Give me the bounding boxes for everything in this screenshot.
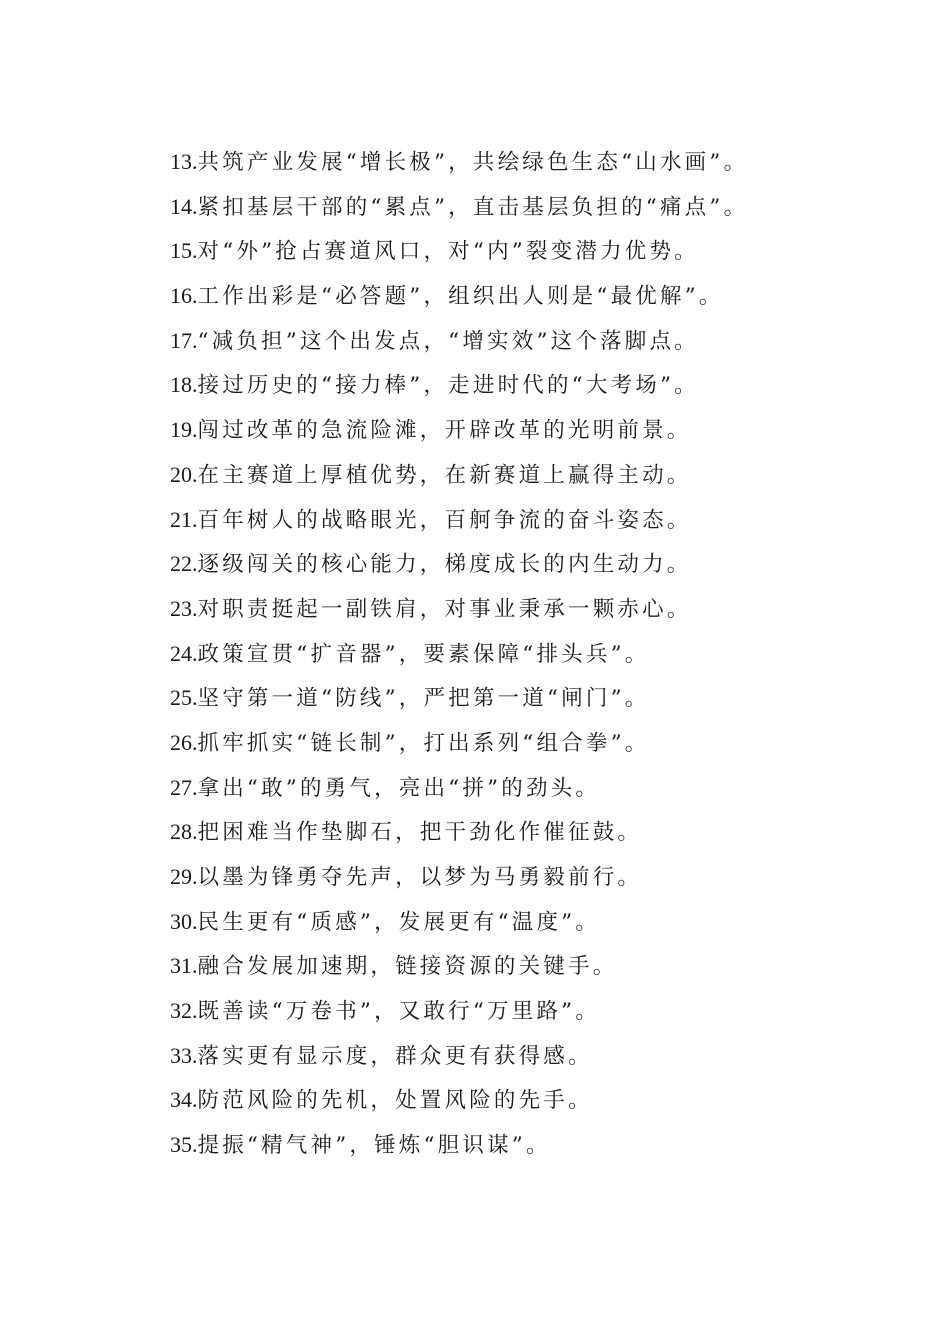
item-number: 27. — [170, 774, 198, 800]
list-item — [170, 587, 830, 632]
item-text: 共筑产业发展“增长极”，共绘绿色生态“山水画”。 — [197, 150, 749, 175]
item-text: 提振“精气神”，锤炼“胆识谋”。 — [197, 1133, 551, 1159]
item-number: 32. — [170, 998, 198, 1024]
list-item — [170, 632, 830, 677]
item-text: 坚守第一道“防线”，严把第一道“闸门”。 — [197, 686, 650, 712]
item-text: 闯过改革的急流险滩，开辟改革的光明前景。 — [197, 418, 692, 444]
item-text: 百年树人的战略眼光，百舸争流的奋斗姿态。 — [197, 507, 692, 533]
item-number: 25. — [170, 685, 198, 711]
item-text: “减负担”这个出发点，“增实效”这个落脚点。 — [197, 328, 699, 354]
list-item — [170, 363, 830, 408]
list-item — [170, 989, 830, 1034]
item-text: 对职责挺起一副铁肩，对事业秉承一颗赤心。 — [197, 596, 692, 622]
item-number: 19. — [170, 417, 198, 443]
list-item — [170, 408, 830, 453]
list-item — [170, 1078, 830, 1123]
item-text: 抓牢抓实“链长制”，打出系列“组合拳”。 — [197, 730, 650, 756]
item-text: 在主赛道上厚植优势，在新赛道上赢得主动。 — [197, 462, 692, 488]
item-text: 逐级闯关的核心能力，梯度成长的内生动力。 — [197, 552, 692, 578]
item-text: 紧扣基层干部的“累点”，直击基层负担的“痛点”。 — [197, 194, 749, 220]
item-text: 落实更有显示度，群众更有获得感。 — [197, 1043, 593, 1069]
item-number: 16. — [170, 283, 198, 309]
list-item — [170, 721, 830, 766]
item-number: 22. — [170, 551, 198, 577]
list-item — [170, 542, 830, 587]
list-item — [170, 319, 830, 364]
list-item — [170, 229, 830, 274]
list-item — [170, 1034, 830, 1079]
list-item — [170, 766, 830, 811]
item-number: 21. — [170, 506, 198, 532]
list-item — [170, 944, 830, 989]
item-number: 24. — [170, 640, 198, 666]
list-item — [170, 900, 830, 945]
numbered-list — [170, 140, 830, 1168]
item-text: 以墨为锋勇夺先声，以梦为马勇毅前行。 — [197, 865, 643, 890]
item-text: 工作出彩是“必答题”，组织出人则是“最优解”。 — [197, 284, 724, 310]
item-number: 15. — [170, 238, 198, 264]
list-item — [170, 185, 830, 230]
item-number: 28. — [170, 819, 198, 845]
item-number: 29. — [170, 864, 198, 889]
item-number: 26. — [170, 729, 198, 755]
list-item — [170, 274, 830, 319]
list-item — [170, 810, 830, 855]
list-item — [170, 676, 830, 721]
list-item — [170, 140, 830, 185]
item-number: 30. — [170, 908, 198, 934]
list-item — [170, 498, 830, 543]
item-text: 既善读“万卷书”，又敢行“万里路”。 — [197, 999, 601, 1025]
item-number: 34. — [170, 1087, 198, 1113]
item-number: 18. — [170, 372, 198, 398]
item-number: 33. — [170, 1042, 198, 1068]
item-text: 政策宣贯“扩音器”，要素保障“排头兵”。 — [197, 641, 650, 667]
item-number: 31. — [170, 953, 198, 979]
list-item — [170, 453, 830, 498]
item-text: 对“外”抢占赛道风口，对“内”裂变潜力优势。 — [197, 239, 699, 265]
item-text: 民生更有“质感”，发展更有“温度”。 — [197, 909, 601, 935]
item-text: 融合发展加速期，链接资源的关键手。 — [197, 954, 618, 980]
item-number: 23. — [170, 595, 198, 621]
item-number: 17. — [170, 327, 198, 353]
item-number: 14. — [170, 193, 198, 219]
item-number: 13. — [170, 149, 198, 174]
list-item — [170, 1123, 830, 1168]
item-text: 拿出“敢”的勇气，亮出“拼”的劲头。 — [197, 775, 601, 801]
item-text: 接过历史的“接力棒”，走进时代的“大考场”。 — [197, 373, 699, 399]
item-number: 20. — [170, 461, 198, 487]
item-number: 35. — [170, 1132, 198, 1158]
list-item — [170, 855, 830, 900]
item-text: 把困难当作垫脚石，把干劲化作催征鼓。 — [197, 820, 643, 846]
item-text: 防范风险的先机，处置风险的先手。 — [197, 1088, 593, 1114]
